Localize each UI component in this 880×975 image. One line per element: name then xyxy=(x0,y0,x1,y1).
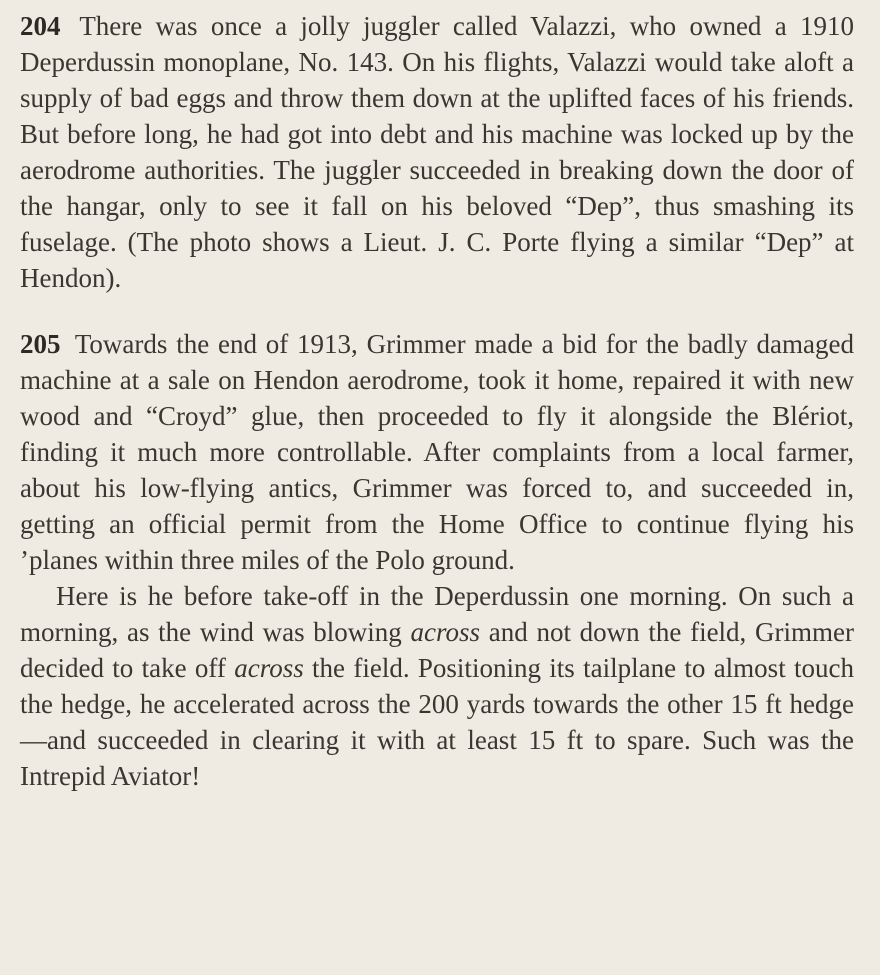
caption-paragraph-2 xyxy=(20,578,854,794)
caption-204 xyxy=(20,8,854,296)
caption-number: 205 xyxy=(20,329,61,359)
caption-text: There was once a jolly juggler called Valazzi, who owned a 1910 Deperdussin monoplane, No. 143. On his flights, Valazzi would take aloft a supply of bad eggs and throw them down at the uplifted faces of his friends. But before long, he had got into debt and his machine was locked up by the aerodrome authorities. The juggler succeeded in breaking down the door of the hangar, only to see it fall on his beloved “Dep”, thus smashing its fuselage. (The photo shows a Lieut. J. C. Porte flying a similar “Dep” at Hendon). xyxy=(20,11,854,293)
caption-205 xyxy=(20,326,854,794)
paragraph-text: Here is he before take-off in the Deperdussin one morning. On such a morning, as the wind was blowing xyxy=(20,581,854,647)
emphasis-across: across xyxy=(234,653,304,683)
caption-text: Towards the end of 1913, Grimmer made a bid for the badly damaged machine at a sale on Hendon aerodrome, took it home, repaired it with new wood and “Croyd” glue, then proceeded to fly it alongside the Blériot, finding it much more controllable. After complaints from a local farmer, about his low-flying antics, Grimmer was forced to, and succeeded in, getting an official permit from the Home Office to continue flying his ’planes within three miles of the Polo ground. xyxy=(20,329,854,575)
paragraph-text: the field. Positioning its tailplane to almost touch the hedge, he accelerated across the 200 yards towards the other 15 ft hedge—and succeeded in clearing it with at least 15 ft to spare. Such was the Intrepid Aviator! xyxy=(20,653,855,791)
caption-number: 204 xyxy=(20,11,61,41)
emphasis-across: across xyxy=(410,617,481,647)
paragraph-text: and not down the field, Grimmer decided to take off xyxy=(20,617,854,683)
